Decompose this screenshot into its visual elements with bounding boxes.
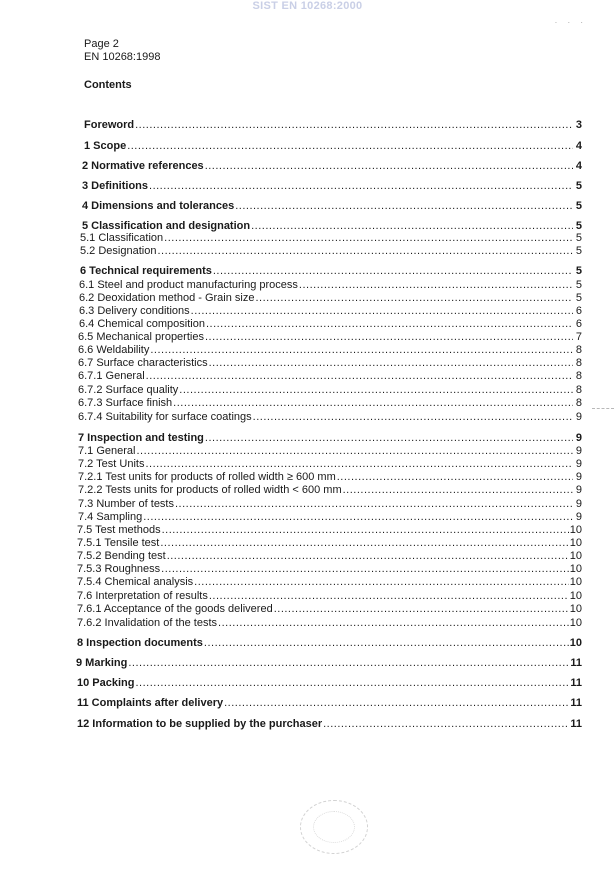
toc-entry-page: 5 xyxy=(575,292,582,304)
toc-entry-page: 5 xyxy=(575,180,582,192)
toc-entry[interactable] xyxy=(77,590,582,603)
toc-entry-title: 7.5.3 Roughness xyxy=(77,563,161,575)
page-number-label: Page 2 xyxy=(84,38,119,50)
toc-entry[interactable] xyxy=(78,471,582,484)
toc-dot-leader xyxy=(194,576,569,589)
toc-entry-title: 3 Definitions xyxy=(82,180,149,192)
toc-entry[interactable] xyxy=(78,445,582,458)
toc-dot-leader xyxy=(162,524,569,537)
toc-entry-page: 10 xyxy=(569,590,582,602)
toc-entry[interactable] xyxy=(78,458,582,471)
toc-entry-page: 11 xyxy=(570,677,582,689)
contents-heading: Contents xyxy=(84,79,132,91)
toc-entry-page: 9 xyxy=(575,432,582,444)
toc-entry[interactable] xyxy=(78,498,582,511)
toc-dot-leader xyxy=(191,305,573,318)
toc-entry-page: 6 xyxy=(575,305,582,317)
document-id-banner: SIST EN 10268:2000 xyxy=(252,0,363,12)
toc-dot-leader xyxy=(205,331,573,344)
toc-entry[interactable] xyxy=(77,537,582,550)
toc-entry-page: 5 xyxy=(575,220,582,232)
toc-entry-title: 11 Complaints after delivery xyxy=(77,697,224,709)
toc-entry-title: 6.7 Surface characteristics xyxy=(78,357,208,369)
toc-entry-title: 7.5.1 Tensile test xyxy=(77,537,160,549)
toc-entry-title: 7 Inspection and testing xyxy=(78,432,204,444)
toc-entry-title: 7.3 Number of tests xyxy=(78,498,174,510)
toc-entry-page: 10 xyxy=(569,637,582,649)
toc-entry[interactable] xyxy=(78,331,582,344)
toc-dot-leader xyxy=(135,119,573,132)
toc-entry-title: 7.5.2 Bending test xyxy=(77,550,166,562)
toc-entry[interactable] xyxy=(82,180,582,193)
toc-entry-page: 10 xyxy=(569,617,582,629)
toc-entry-title: 7.1 General xyxy=(78,445,136,457)
toc-dot-leader xyxy=(167,550,569,563)
toc-dot-leader xyxy=(253,411,573,424)
toc-entry-page: 5 xyxy=(575,245,582,257)
toc-entry[interactable] xyxy=(77,617,582,630)
toc-entry[interactable] xyxy=(80,265,582,278)
toc-dot-leader xyxy=(255,292,573,305)
toc-entry-page: 10 xyxy=(569,563,582,575)
toc-entry[interactable] xyxy=(78,484,582,497)
toc-entry-title: 6.7.3 Surface finish xyxy=(78,397,173,409)
toc-entry-page: 5 xyxy=(575,265,582,277)
toc-entry-title: 4 Dimensions and tolerances xyxy=(82,200,235,212)
toc-dot-leader xyxy=(209,357,573,370)
toc-entry-title: 5 Classification and designation xyxy=(82,220,251,232)
toc-entry-title: 5.2 Designation xyxy=(80,245,157,257)
toc-entry-title: 7.2.1 Test units for products of rolled width ≥ 600 mm xyxy=(78,471,336,483)
toc-entry-page: 11 xyxy=(570,718,582,730)
toc-entry-title: 6.3 Delivery conditions xyxy=(79,305,190,317)
toc-dot-leader xyxy=(205,432,573,445)
toc-entry-title: 6.1 Steel and product manufacturing process xyxy=(79,279,298,291)
toc-entry-title: 2 Normative references xyxy=(82,160,204,172)
toc-entry[interactable] xyxy=(77,524,582,537)
toc-dot-leader xyxy=(213,265,573,278)
toc-dot-leader xyxy=(224,697,569,710)
toc-entry-page: 5 xyxy=(575,200,582,212)
toc-dot-leader xyxy=(145,458,573,471)
toc-entry[interactable] xyxy=(78,384,582,397)
toc-dot-leader xyxy=(206,318,573,331)
toc-entry-page: 11 xyxy=(570,697,582,709)
toc-entry-page: 7 xyxy=(575,331,582,343)
toc-entry-page: 8 xyxy=(575,397,582,409)
toc-entry[interactable] xyxy=(77,637,582,650)
toc-entry-page: 9 xyxy=(575,411,582,423)
toc-dot-leader xyxy=(149,180,573,193)
toc-entry[interactable] xyxy=(79,279,582,292)
toc-dot-leader xyxy=(343,484,573,497)
toc-entry-title: 8 Inspection documents xyxy=(77,637,203,649)
toc-entry-page: 9 xyxy=(575,471,582,483)
toc-dot-leader xyxy=(127,140,573,153)
toc-dot-leader xyxy=(274,603,569,616)
toc-dot-leader xyxy=(205,160,573,173)
toc-entry-title: 5.1 Classification xyxy=(80,232,164,244)
toc-entry-page: 8 xyxy=(575,344,582,356)
page-header xyxy=(84,38,160,64)
toc-entry[interactable] xyxy=(78,357,582,370)
toc-entry-title: 7.6 Interpretation of results xyxy=(77,590,208,602)
toc-entry-title: 6.7.1 General xyxy=(78,370,145,382)
toc-entry[interactable] xyxy=(77,603,582,616)
toc-entry-page: 9 xyxy=(575,458,582,470)
standard-reference: EN 10268:1998 xyxy=(84,51,161,63)
toc-entry-page: 5 xyxy=(575,232,582,244)
toc-entry-title: 6 Technical requirements xyxy=(80,265,212,277)
toc-entry-page: 10 xyxy=(569,576,582,588)
toc-entry[interactable] xyxy=(78,511,582,524)
toc-entry[interactable] xyxy=(78,432,582,445)
toc-dot-leader xyxy=(146,370,573,383)
toc-entry[interactable] xyxy=(82,200,582,213)
toc-dot-leader xyxy=(161,563,569,576)
toc-entry-title: 6.2 Deoxidation method - Grain size xyxy=(79,292,255,304)
toc-dot-leader xyxy=(128,657,569,670)
toc-dot-leader xyxy=(179,384,573,397)
toc-entry[interactable] xyxy=(84,119,582,132)
toc-entry-title: Foreword xyxy=(84,119,135,131)
toc-entry-title: 6.5 Mechanical properties xyxy=(78,331,204,343)
toc-entry-title: 7.2 Test Units xyxy=(78,458,145,470)
toc-entry-title: 7.6.2 Invalidation of the tests xyxy=(77,617,218,629)
toc-entry-title: 6.7.4 Suitability for surface coatings xyxy=(78,411,252,423)
toc-entry[interactable] xyxy=(84,140,582,153)
toc-entry[interactable] xyxy=(79,318,582,331)
toc-entry-page: 9 xyxy=(575,511,582,523)
scan-speckles: · · · xyxy=(554,18,587,27)
toc-entry[interactable] xyxy=(77,563,582,576)
toc-dot-leader xyxy=(136,445,573,458)
toc-dot-leader xyxy=(209,590,569,603)
toc-entry-page: 10 xyxy=(569,550,582,562)
toc-entry-page: 4 xyxy=(575,140,582,152)
toc-dot-leader xyxy=(150,344,573,357)
toc-dot-leader xyxy=(323,718,569,731)
toc-entry-title: 12 Information to be supplied by the purchaser xyxy=(77,718,323,730)
toc-entry-title: 1 Scope xyxy=(84,140,127,152)
toc-dot-leader xyxy=(173,397,573,410)
toc-entry-title: 6.4 Chemical composition xyxy=(79,318,205,330)
toc-dot-leader xyxy=(143,511,573,524)
toc-entry[interactable] xyxy=(77,677,582,690)
toc-entry-title: 7.2.2 Tests units for products of rolled width < 600 mm xyxy=(78,484,342,496)
toc-entry[interactable] xyxy=(78,370,582,383)
toc-entry-title: 9 Marking xyxy=(76,657,128,669)
toc-entry-page: 8 xyxy=(575,370,582,382)
toc-entry[interactable] xyxy=(79,305,582,318)
toc-dot-leader xyxy=(337,471,573,484)
toc-entry[interactable] xyxy=(77,576,582,589)
toc-entry[interactable] xyxy=(80,232,582,245)
toc-entry[interactable] xyxy=(78,411,582,424)
toc-entry-page: 4 xyxy=(575,160,582,172)
toc-dot-leader xyxy=(164,232,573,245)
toc-entry-page: 9 xyxy=(575,484,582,496)
toc-dot-leader xyxy=(160,537,568,550)
toc-entry-title: 7.6.1 Acceptance of the goods delivered xyxy=(77,603,273,615)
toc-dot-leader xyxy=(175,498,573,511)
toc-entry-title: 7.5.4 Chemical analysis xyxy=(77,576,194,588)
toc-entry-page: 10 xyxy=(569,603,582,615)
toc-entry-title: 7.5 Test methods xyxy=(77,524,161,536)
toc-entry-title: 10 Packing xyxy=(77,677,135,689)
toc-entry-page: 5 xyxy=(575,279,582,291)
toc-dot-leader xyxy=(157,245,573,258)
toc-entry[interactable] xyxy=(78,397,582,410)
toc-dot-leader xyxy=(218,617,569,630)
toc-entry-page: 8 xyxy=(575,384,582,396)
toc-entry[interactable] xyxy=(77,718,582,731)
official-stamp xyxy=(300,800,368,854)
toc-entry[interactable] xyxy=(77,697,582,710)
toc-entry-title: 7.4 Sampling xyxy=(78,511,143,523)
toc-dot-leader xyxy=(135,677,569,690)
toc-entry-page: 9 xyxy=(575,498,582,510)
toc-entry[interactable] xyxy=(79,292,582,305)
toc-entry-page: 8 xyxy=(575,357,582,369)
toc-entry[interactable] xyxy=(78,344,582,357)
toc-entry[interactable] xyxy=(82,160,582,173)
toc-dot-leader xyxy=(204,637,569,650)
toc-entry-page: 6 xyxy=(575,318,582,330)
toc-dot-leader xyxy=(299,279,573,292)
toc-entry-page: 9 xyxy=(575,445,582,457)
toc-entry[interactable] xyxy=(80,245,582,258)
toc-entry-page: 11 xyxy=(570,657,582,669)
toc-entry-title: 6.7.2 Surface quality xyxy=(78,384,179,396)
toc-entry-page: 10 xyxy=(569,524,582,536)
toc-entry[interactable] xyxy=(76,657,582,670)
toc-entry-page: 3 xyxy=(575,119,582,131)
toc-dot-leader xyxy=(235,200,573,213)
margin-mark xyxy=(592,408,614,409)
toc-entry-page: 10 xyxy=(569,537,582,549)
toc-entry-title: 6.6 Weldability xyxy=(78,344,150,356)
toc-entry[interactable] xyxy=(77,550,582,563)
